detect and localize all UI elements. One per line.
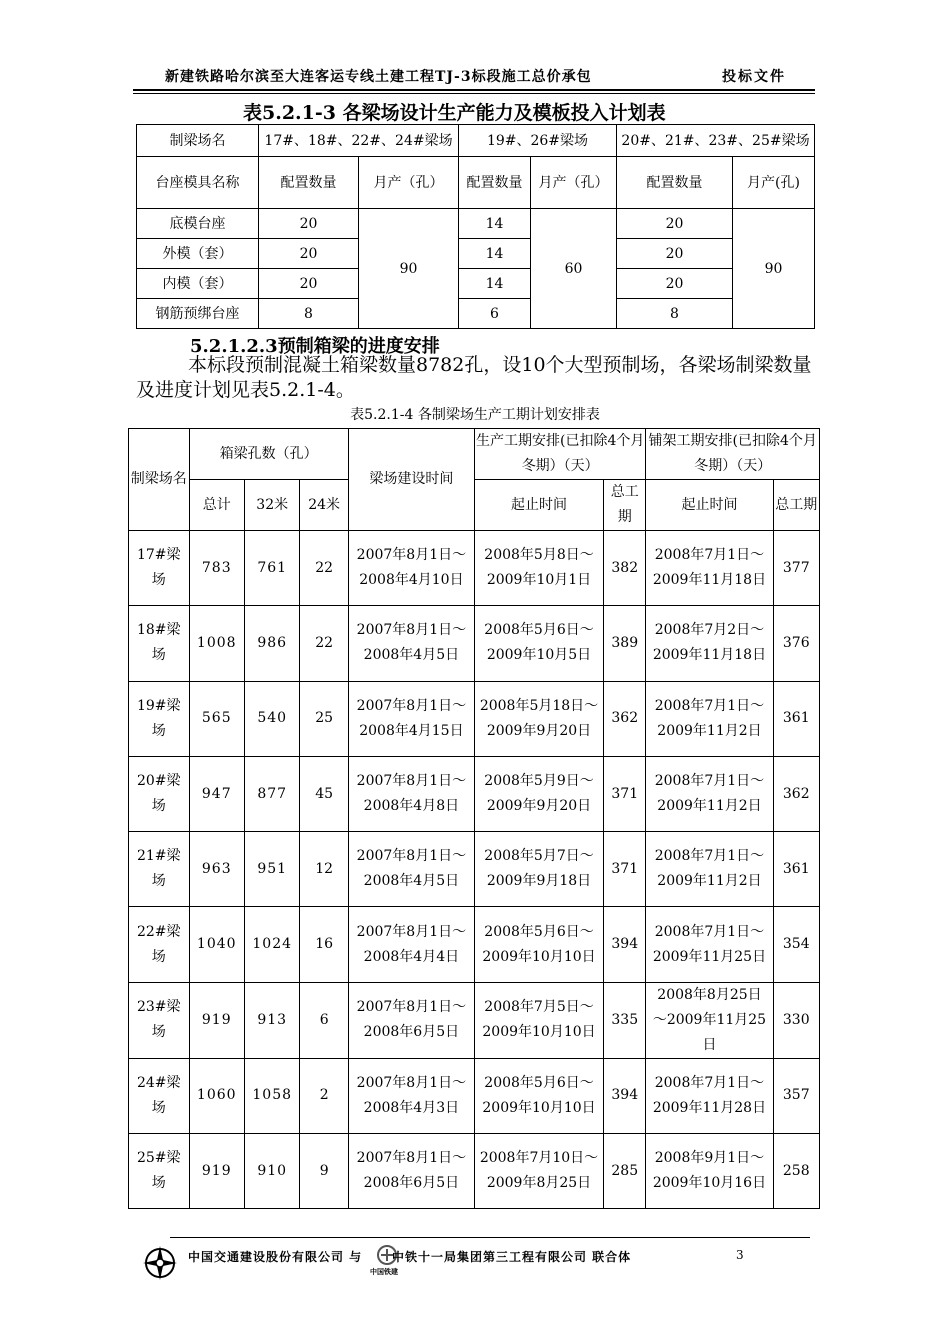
t2-header-prod-period: 起止时间 [474,480,603,531]
t1-cell: 20 [259,209,359,239]
t2-build-period: 2007年8月1日～2008年4月3日 [348,1058,474,1133]
footer-company-b: 中铁十一局集团第三工程有限公司 联合体 [392,1250,632,1264]
t2-24m: 12 [300,832,348,907]
t2-total: 963 [189,832,244,907]
t1-monthly-b: 60 [531,209,617,329]
t2-yard: 18#梁场 [129,606,190,681]
table-row [129,1058,820,1133]
t2-24m: 16 [300,907,348,982]
t2-erect-days: 361 [773,832,819,907]
t2-header-total: 总计 [189,480,244,531]
t2-32m: 877 [244,756,299,831]
t2-erect-period: 2008年9月1日～2009年10月16日 [646,1134,773,1209]
t2-32m: 951 [244,832,299,907]
footer-rule [170,1237,810,1238]
t2-header-erect: 铺架工期安排(已扣除4个月冬期）（天） [646,429,820,480]
t2-prod-days: 394 [604,907,646,982]
t1-header-qty: 配置数量 [259,157,359,209]
table2-title: 表5.2.1-4 各制梁场生产工期计划安排表 [350,407,600,423]
t1-cell: 8 [617,299,733,329]
t2-yard: 24#梁场 [129,1058,190,1133]
t2-32m: 761 [244,531,299,606]
table-row [129,681,820,756]
t2-prod-period: 2008年5月18日～2009年9月20日 [474,681,603,756]
t2-erect-period: 2008年8月25日～2009年11月25日 [646,982,773,1058]
t2-erect-days: 376 [773,606,819,681]
t2-build-period: 2007年8月1日～2008年6月5日 [348,1134,474,1209]
t2-body [129,531,820,1209]
t2-build-period: 2007年8月1日～2008年4月10日 [348,531,474,606]
t1-header-group-b: 19#、26#梁场 [459,125,617,157]
t2-total: 565 [189,681,244,756]
table-row [129,832,820,907]
t1-cell: 20 [617,239,733,269]
t1-header-yard: 制梁场名 [137,125,259,157]
page-number: 3 [736,1248,744,1262]
crcc-logo-text: 中国铁建 [370,1268,398,1276]
t2-prod-period: 2008年7月5日～2009年10月10日 [474,982,603,1058]
t2-total: 919 [189,982,244,1058]
t2-24m: 6 [300,982,348,1058]
t2-total: 783 [189,531,244,606]
t2-32m: 540 [244,681,299,756]
t2-prod-period: 2008年5月6日～2009年10月10日 [474,907,603,982]
t2-total: 919 [189,1134,244,1209]
t2-build-period: 2007年8月1日～2008年6月5日 [348,982,474,1058]
t2-prod-days: 389 [604,606,646,681]
t2-yard: 21#梁场 [129,832,190,907]
header-title: 新建铁路哈尔滨至大连客运专线土建工程TJ-3标段施工总价承包 [165,69,592,85]
t2-header-prod-days: 总工期 [604,480,646,531]
capacity-table [136,124,815,329]
table-row [129,982,820,1058]
t2-total: 947 [189,756,244,831]
t1-monthly-a: 90 [359,209,459,329]
t1-cell: 20 [259,239,359,269]
t2-prod-period: 2008年5月6日～2009年10月10日 [474,1058,603,1133]
t2-header-prod: 生产工期安排(已扣除4个月冬期）（天） [474,429,645,480]
t2-erect-days: 361 [773,681,819,756]
t1-header-qty: 配置数量 [617,157,733,209]
t2-prod-days: 371 [604,756,646,831]
t2-yard: 23#梁场 [129,982,190,1058]
t2-prod-days: 382 [604,531,646,606]
table-row [129,606,820,681]
t2-yard: 20#梁场 [129,756,190,831]
t1-cell: 8 [259,299,359,329]
t2-yard: 22#梁场 [129,907,190,982]
t2-24m: 22 [300,531,348,606]
t2-total: 1008 [189,606,244,681]
t2-total: 1040 [189,907,244,982]
t2-32m: 1024 [244,907,299,982]
t2-prod-period: 2008年7月10日～2009年8月25日 [474,1134,603,1209]
t2-prod-days: 394 [604,1058,646,1133]
t2-erect-days: 377 [773,531,819,606]
section-heading: 5.2.1.2.3预制箱梁的进度安排 [190,336,440,357]
t1-cell: 14 [459,209,531,239]
t2-yard: 25#梁场 [129,1134,190,1209]
t1-header-mould: 台座模具名称 [137,157,259,209]
t2-prod-period: 2008年5月9日～2009年9月20日 [474,756,603,831]
t2-32m: 1058 [244,1058,299,1133]
t1-row-name: 钢筋预绑台座 [137,299,259,329]
footer-company-a: 中国交通建设股份有限公司 与 [188,1250,363,1264]
section-paragraph [136,353,816,403]
t2-prod-period: 2008年5月8日～2009年10月1日 [474,531,603,606]
schedule-table [128,428,820,1209]
t2-erect-days: 357 [773,1058,819,1133]
header-rule [133,89,815,91]
t1-header-monthly: 月产（孔） [531,157,617,209]
t2-erect-period: 2008年7月1日～2009年11月28日 [646,1058,773,1133]
t2-header-build: 梁场建设时间 [348,429,474,531]
t2-erect-period: 2008年7月1日～2009年11月18日 [646,531,773,606]
t2-erect-period: 2008年7月1日～2009年11月2日 [646,832,773,907]
t2-header-count: 箱梁孔数（孔） [189,429,348,480]
t2-erect-period: 2008年7月1日～2009年11月2日 [646,681,773,756]
t2-prod-days: 362 [604,681,646,756]
table-row [129,1134,820,1209]
t2-24m: 2 [300,1058,348,1133]
t2-prod-days: 285 [604,1134,646,1209]
t2-32m: 910 [244,1134,299,1209]
t1-header-qty: 配置数量 [459,157,531,209]
table-row [129,531,820,606]
t1-row-name: 外模（套） [137,239,259,269]
t2-prod-days: 371 [604,832,646,907]
t2-header-24m: 24米 [300,480,348,531]
header-rule-thin [133,93,815,94]
t2-build-period: 2007年8月1日～2008年4月4日 [348,907,474,982]
t1-cell: 20 [259,269,359,299]
t2-erect-days: 330 [773,982,819,1058]
t2-erect-days: 362 [773,756,819,831]
t2-prod-days: 335 [604,982,646,1058]
t2-24m: 9 [300,1134,348,1209]
table1-title: 表5.2.1-3 各梁场设计生产能力及模板投入计划表 [243,102,666,124]
t2-erect-days: 258 [773,1134,819,1209]
t2-24m: 25 [300,681,348,756]
t2-erect-period: 2008年7月1日～2009年11月2日 [646,756,773,831]
t2-yard: 17#梁场 [129,531,190,606]
t1-row-name: 内模（套） [137,269,259,299]
t1-cell: 14 [459,269,531,299]
t2-24m: 45 [300,756,348,831]
t2-build-period: 2007年8月1日～2008年4月8日 [348,756,474,831]
t1-cell: 14 [459,239,531,269]
t2-32m: 986 [244,606,299,681]
company-logo-icon [142,1245,178,1281]
t2-32m: 913 [244,982,299,1058]
t2-prod-period: 2008年5月7日～2009年9月18日 [474,832,603,907]
t1-header-group-a: 17#、18#、22#、24#梁场 [259,125,459,157]
t2-total: 1060 [189,1058,244,1133]
t2-build-period: 2007年8月1日～2008年4月5日 [348,832,474,907]
t1-header-monthly: 月产(孔) [733,157,815,209]
t2-header-erect-days: 总工期 [773,480,819,531]
t2-build-period: 2007年8月1日～2008年4月15日 [348,681,474,756]
t1-header-group-c: 20#、21#、23#、25#梁场 [617,125,815,157]
t2-yard: 19#梁场 [129,681,190,756]
header-doc-type: 投标文件 [722,69,786,85]
t1-header-monthly: 月产（孔） [359,157,459,209]
t1-cell: 6 [459,299,531,329]
t2-erect-period: 2008年7月1日～2009年11月25日 [646,907,773,982]
t2-erect-period: 2008年7月2日～2009年11月18日 [646,606,773,681]
t1-cell: 20 [617,269,733,299]
t2-erect-days: 354 [773,907,819,982]
t2-build-period: 2007年8月1日～2008年4月5日 [348,606,474,681]
table-row [129,756,820,831]
t2-header-erect-period: 起止时间 [646,480,773,531]
t2-24m: 22 [300,606,348,681]
t2-prod-period: 2008年5月6日～2009年10月5日 [474,606,603,681]
t1-cell: 20 [617,209,733,239]
t1-row-name: 底模台座 [137,209,259,239]
t2-header-32m: 32米 [244,480,299,531]
t2-header-yard: 制梁场名 [129,429,190,531]
t1-monthly-c: 90 [733,209,815,329]
paragraph-text: 本标段预制混凝土箱梁数量8782孔，设10个大型预制场，各梁场制梁数量及进度计划见表5.2.1-4。 [136,354,812,401]
table-row [129,907,820,982]
